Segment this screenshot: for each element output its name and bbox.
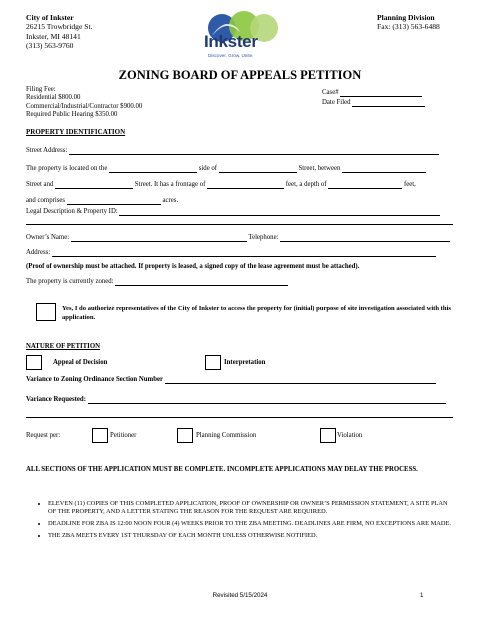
- planning-commission-checkbox[interactable]: [177, 428, 193, 443]
- filing-fees: [26, 86, 142, 119]
- variance-section-label: Variance to Zoning Ordinance Section Number: [26, 376, 163, 383]
- case-label: Case#: [322, 89, 339, 96]
- street-between-label: Street, between: [298, 165, 341, 172]
- side-field[interactable]: [109, 165, 197, 173]
- petitioner-label: Petitioner: [110, 432, 137, 439]
- city-address-block: [26, 13, 92, 51]
- case-number-row: [322, 89, 422, 97]
- address-line-2: Inkster, MI 48141: [26, 31, 81, 41]
- list-item: • THE ZBA MEETS EVERY 1ST THURSDAY OF EACH MONTH UNLESS OTHERWISE NOTIFIED.: [48, 532, 454, 540]
- zoned-row: [26, 278, 288, 286]
- city-name: City of Inkster: [26, 13, 74, 22]
- frontage-field[interactable]: [207, 181, 284, 189]
- phone-number: (313) 563-9760: [26, 41, 74, 51]
- requirements-list: [36, 500, 454, 544]
- ownership-note: (Proof of ownership must be attached. If property is leased, a signed copy of the lease agreement must be attached).: [26, 263, 360, 270]
- frontage-row: [26, 181, 416, 189]
- street-and-label: Street and: [26, 181, 54, 188]
- variance-requested-line-2[interactable]: [26, 417, 453, 418]
- logo-tagline: Discover. Grow. Unite.: [208, 53, 254, 58]
- division-block: [377, 13, 440, 32]
- complete-notice: ALL SECTIONS OF THE APPLICATION MUST BE COMPLETE. INCOMPLETE APPLICATIONS MAY DELAY THE PROCESS.: [26, 466, 418, 473]
- list-item: • ELEVEN (11) COPIES OF THIS COMPLETED APPLICATION, PROOF OF OWNERSHIP OR OWNER’S PERMISSION STATEMENT, A SITE PLAN OF THE PROPERTY, AND A LETTER STATING THE REASON FOR THE REQUEST ARE REQUIRED.: [48, 500, 454, 516]
- list-item: • DEADLINE FOR ZBA IS 12:00 NOON FOUR (4) WEEKS PRIOR TO THE ZBA MEETING. DEADLINES ARE FIRM, NO EXCEPTIONS ARE MADE.: [48, 520, 454, 528]
- zoned-field[interactable]: [115, 278, 288, 286]
- date-filed-label: Date Filed: [322, 99, 351, 106]
- acreage-row: [26, 197, 178, 205]
- violation-checkbox[interactable]: [320, 428, 336, 443]
- page-title: ZONING BOARD OF APPEALS PETITION: [118, 68, 362, 82]
- inkster-logo: [196, 6, 292, 66]
- owner-name-field[interactable]: [71, 234, 247, 242]
- legal-description-label: Legal Description & Property ID:: [26, 208, 118, 215]
- owner-address-field[interactable]: [52, 249, 436, 257]
- authorize-checkbox[interactable]: [36, 303, 56, 321]
- frontage-label: Street. It has a frontage of: [134, 181, 206, 188]
- zoned-label: The property is currently zoned:: [26, 278, 114, 285]
- variance-section-row: [26, 376, 436, 384]
- legal-description-row: [26, 208, 440, 216]
- petitioner-checkbox[interactable]: [92, 428, 108, 443]
- acreage-field[interactable]: [67, 197, 161, 205]
- street-address-field[interactable]: [69, 147, 439, 155]
- planning-commission-label: Planning Commission: [196, 432, 257, 439]
- fee-residential: Residential $800.00: [26, 94, 81, 102]
- street-address-label: Street Address:: [26, 147, 68, 154]
- case-number-field[interactable]: [340, 89, 422, 97]
- variance-requested-label: Variance Requested:: [26, 396, 86, 403]
- variance-requested-row: [26, 396, 446, 404]
- interpretation-label: Interpretation: [224, 359, 266, 366]
- appeal-checkbox[interactable]: [26, 355, 42, 370]
- date-filed-row: [322, 99, 425, 107]
- feet-label: feet,: [403, 181, 416, 188]
- address-line-1: 26215 Trowbridge St.: [26, 22, 93, 32]
- fax-number: Fax: (313) 563-6488: [377, 22, 440, 32]
- revised-date: Revisited 5/15/2024: [212, 592, 268, 599]
- depth-field[interactable]: [328, 181, 402, 189]
- fee-public-hearing: Required Public Hearing $350.00: [26, 110, 118, 118]
- variance-section-field[interactable]: [165, 376, 436, 384]
- depth-label: feet, a depth of: [285, 181, 327, 188]
- request-per-label: Request per:: [26, 432, 61, 439]
- appeal-label: Appeal of Decision: [53, 359, 108, 366]
- legal-description-field[interactable]: [119, 208, 440, 216]
- located-on-label: The property is located on the: [26, 165, 108, 172]
- acres-label: acres.: [162, 197, 179, 204]
- authorization-text: Yes, I do authorize representatives of the City of Inkster to access the property for (initial) purpose of site investigation associated with this application.: [62, 305, 451, 321]
- variance-requested-field[interactable]: [88, 396, 446, 404]
- telephone-label: Telephone:: [248, 234, 279, 241]
- property-heading: PROPERTY IDENTIFICATION: [26, 128, 126, 136]
- street-name-field[interactable]: [219, 165, 297, 173]
- street-address-row: [26, 147, 439, 155]
- location-row: [26, 165, 426, 173]
- nature-heading: NATURE OF PETITION: [26, 343, 101, 350]
- fee-label: Filing Fee:: [26, 86, 56, 93]
- owner-name-label: Owner’s Name:: [26, 234, 70, 241]
- interpretation-checkbox[interactable]: [205, 355, 221, 370]
- side-of-label: side of: [198, 165, 218, 172]
- owner-address-label: Address:: [26, 249, 51, 256]
- violation-label: Violation: [337, 432, 363, 439]
- division-name: Planning Division: [377, 13, 435, 22]
- logo-wordmark: Inkster: [204, 32, 258, 51]
- fee-commercial: Commercial/Industrial/Contractor $900.00: [26, 102, 143, 110]
- legal-description-line-2[interactable]: [26, 224, 453, 225]
- page-number: 1: [420, 592, 424, 599]
- and-street-field[interactable]: [55, 181, 133, 189]
- between-street-field[interactable]: [342, 165, 426, 173]
- comprises-label: and comprises: [26, 197, 66, 204]
- date-filed-field[interactable]: [352, 99, 425, 107]
- owner-address-row: [26, 249, 436, 257]
- telephone-field[interactable]: [280, 234, 450, 242]
- owner-row: [26, 234, 450, 242]
